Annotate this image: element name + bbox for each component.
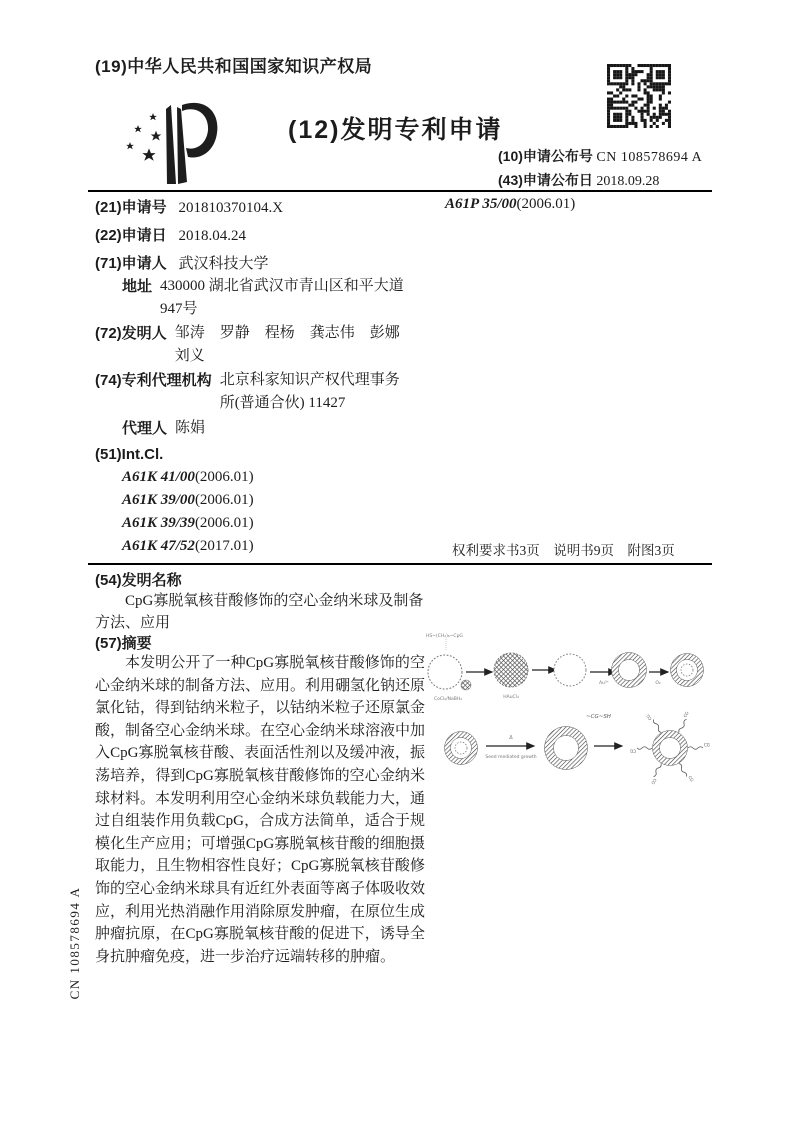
pages-info: 权利要求书3页 说明书9页 附图3页 — [452, 543, 675, 558]
agency-value: 北京科家知识产权代理事务所(普通合伙) 11427 — [219, 372, 400, 411]
cg-strand — [630, 747, 652, 754]
intcl-item — [122, 535, 254, 558]
intcl-ver: (2017.01) — [194, 538, 254, 554]
address-label: 地址 — [122, 278, 153, 295]
applicant-label: (71)申请人 — [95, 255, 167, 272]
pub-number-line — [498, 146, 702, 166]
doc-type-title: (12)发明专利申请 — [288, 116, 503, 144]
pub-date-label: (43)申请公布日 — [498, 172, 593, 188]
hollow-gold-nanosphere-circle — [549, 731, 583, 765]
figure-step2-label: HAuCl₄ — [503, 695, 519, 700]
intcl-item — [122, 512, 254, 535]
figure-step1-label: CoCl₂/NaBH₄ — [433, 697, 463, 702]
main-class-ver: (2006.01) — [516, 196, 576, 212]
figure-step3-label: Au³⁺ — [598, 681, 610, 686]
header-divider — [88, 190, 712, 192]
pub-number-value: CN 108578694 A — [596, 150, 703, 165]
intcl-item — [122, 466, 254, 489]
agent-label: 代理人 — [122, 420, 168, 437]
svg-text:CG: CG — [682, 710, 690, 719]
abstract-label: (57)摘要 — [95, 635, 152, 652]
intcl-code: A61K 41/00 — [122, 469, 195, 485]
inventors-row — [95, 322, 425, 368]
agent-value: 陈娟 — [175, 420, 206, 436]
inventors-line1: 邹涛 罗静 程杨 龚志伟 彭娜 — [174, 325, 400, 341]
intcl-label: (51)Int.Cl. — [95, 446, 164, 463]
figure-growth-label: Seed mediated growth — [485, 755, 537, 760]
vertical-pub-number: CN 108578694 A — [67, 886, 82, 1000]
application-no-value: 201810370104.X — [178, 200, 284, 216]
synthesis-scheme-figure — [418, 620, 712, 798]
office-name: (19)中华人民共和国国家知识产权局 — [95, 57, 373, 76]
cg-strand — [645, 713, 662, 735]
svg-text:CG: CG — [645, 713, 653, 722]
intcl-ver: (2006.01) — [194, 515, 254, 531]
address-row — [122, 275, 412, 321]
title-label: (54)发明名称 — [95, 572, 182, 589]
abstract-text: 本发明公开了一种CpG寡脱氧核苷酸修饰的空心金纳米球的制备方法、应用。利用硼氢化钠还原氯化钴，得到钴纳米粒子，以钴纳米粒子还原氯金酸，制备空心金纳米球。在空心金纳米球溶液中加入CpG寡脱氧核苷酸、表面活性剂以及缓冲液，振荡培养，得到CpG寡脱氧核苷酸修饰的空心金纳米球材料。本发明利用空心金纳米球负载能力大，通过自组装作用负载CpG，合成方法简单，适合于规模化生产应用；可增强CpG寡脱氧核苷酸的细胞摄取能力，且生物相容性良好；CpG寡脱氧核苷酸修饰的空心金纳米球具有近红外表面等离子体吸收效应，利用光热消融作用消除原发肿瘤，在原位生成肿瘤抗原，在CpG寡脱氧核苷酸的促进下，诱导全身抗肿瘤免疫，进一步治疗远端转移的肿瘤。 — [95, 655, 426, 965]
cg-strand — [649, 763, 666, 785]
applicant-value: 武汉科技大学 — [178, 256, 269, 272]
intcl-item — [122, 489, 254, 512]
invention-title: CpG寡脱氧核苷酸修饰的空心金纳米球及制备方法、应用 — [95, 593, 424, 631]
cobalt-cluster-circle — [494, 653, 528, 687]
figure-step4-label: O₂ — [655, 681, 661, 686]
svg-text:CG: CG — [687, 774, 695, 783]
intcl-list — [122, 466, 254, 558]
pub-date-value: 2018.09.28 — [596, 174, 660, 189]
address-value: 430000 湖北省武汉市青山区和平大道947号 — [160, 278, 404, 317]
figure-cgsh-label: ~CG~SH — [586, 714, 611, 720]
cg-strand — [678, 761, 695, 783]
figure-anneal-label: Δ — [509, 735, 513, 741]
applicant-row — [95, 252, 268, 276]
inventors-line2: 刘义 — [174, 348, 205, 364]
application-no-row — [95, 196, 283, 220]
application-no-label: (21)申请号 — [95, 199, 167, 216]
template-circle — [554, 654, 586, 686]
filing-date-value: 2018.04.24 — [178, 228, 246, 244]
svg-text:CG: CG — [704, 742, 710, 748]
cnipa-logo-icon — [120, 96, 238, 190]
intcl-code: A61K 47/52 — [122, 538, 195, 554]
intcl-code: A61K 39/39 — [122, 515, 195, 531]
figure-formula-label: HS~(CH₂)₆~CpG — [426, 634, 463, 639]
cg-strand — [674, 711, 691, 733]
small-particle-circle — [461, 680, 471, 690]
inventors-label: (72)发明人 — [95, 325, 167, 342]
intcl-ver: (2006.01) — [194, 469, 254, 485]
gold-shell-circle — [615, 656, 643, 684]
svg-text:CG: CG — [630, 748, 636, 754]
filing-date-label: (22)申请日 — [95, 227, 167, 244]
cobalt-seed-circle — [428, 655, 462, 689]
qr-code-icon — [606, 64, 672, 128]
biblio-divider — [88, 563, 712, 565]
filing-date-row — [95, 224, 246, 248]
cpg-decorated-nanosphere — [630, 711, 710, 786]
pub-date-line — [498, 170, 659, 190]
svg-text:CG: CG — [650, 777, 658, 786]
intcl-code: A61K 39/00 — [122, 492, 195, 508]
pub-number-label: (10)申请公布号 — [498, 148, 593, 164]
main-class-row — [445, 196, 575, 213]
intcl-ver: (2006.01) — [194, 492, 254, 508]
agency-label: (74)专利代理机构 — [95, 372, 212, 389]
agency-row — [95, 369, 406, 415]
main-class-code: A61P 35/00 — [445, 196, 517, 212]
agent-row — [122, 417, 205, 440]
cg-strand — [688, 743, 710, 750]
